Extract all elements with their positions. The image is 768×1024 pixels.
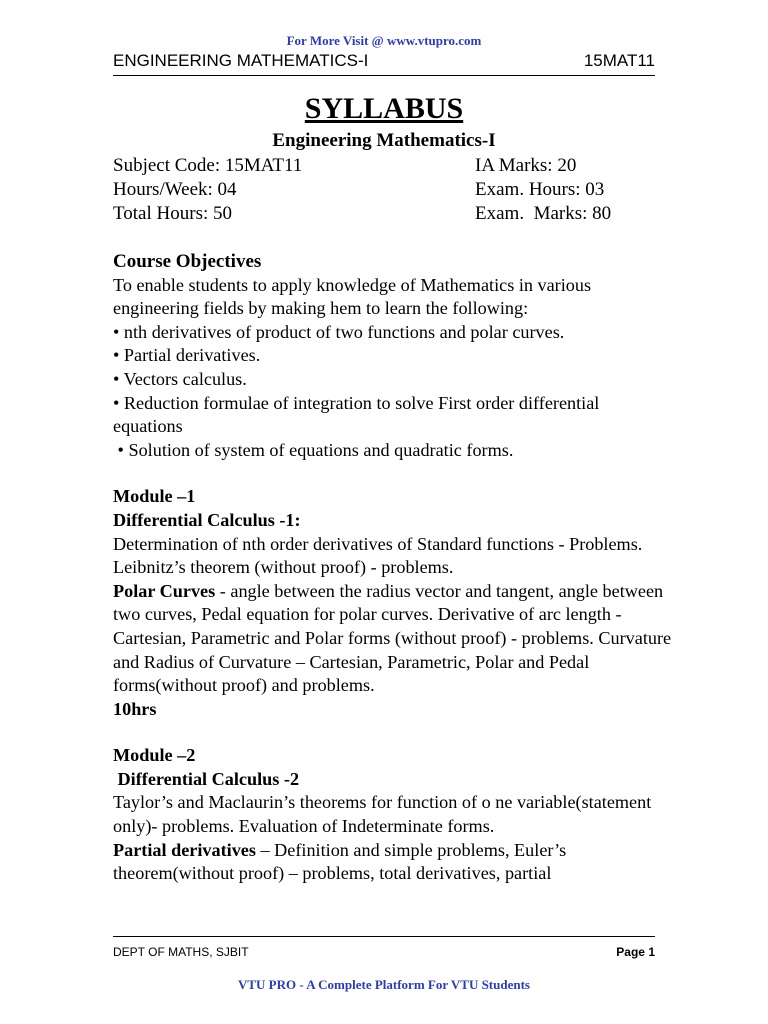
course-info [113, 154, 673, 226]
module-1-subheading: Differential Calculus -1: [113, 509, 301, 530]
page-subtitle: Engineering Mathematics-I [272, 130, 496, 151]
objective-item: • nth derivatives of product of two functions and polar curves. [113, 321, 565, 342]
subject-code: Subject Code: 15MAT11 [113, 155, 303, 176]
running-header [113, 51, 655, 76]
polar-curves-label: Polar Curves [113, 580, 216, 601]
header-course-code: 15MAT11 [583, 51, 655, 70]
module-1-heading: Module –1 [113, 486, 196, 507]
footer-department: DEPT OF MATHS, SJBIT [113, 945, 249, 959]
ia-marks: IA Marks: 20 [475, 155, 577, 176]
top-banner-link[interactable]: For More Visit @ www.vtupro.com [286, 33, 482, 48]
exam-hours: Exam. Hours: 03 [475, 179, 605, 200]
objective-item: • Partial derivatives. [113, 345, 261, 366]
total-hours: Total Hours: 50 [113, 203, 232, 224]
objectives-intro: To enable students to apply knowledge of Mathematics in various engineering fields by making hem to learn the following: [113, 274, 592, 319]
module-1-polar-paragraph [113, 580, 673, 698]
module-1-paragraph: Determination of nth order derivatives of Standard functions - Problems. Leibnitz’s theorem (without proof) - problems. [113, 533, 643, 578]
objectives-heading: Course Objectives [113, 251, 262, 272]
objective-item: • Vectors calculus. [113, 368, 247, 389]
header-course-title: ENGINEERING MATHEMATICS-I [113, 51, 369, 70]
module-2-partial-paragraph [113, 839, 673, 886]
polar-curves-text: - angle between the radius vector and tangent, angle between two curves, Pedal equation for polar curves. Derivative of arc length - Cartesian, Parametric and Polar forms (without proof) - problems. Curvature and Radius of Curvature – Cartesian, Parametric, Polar and Pedal forms(without proof) and problems. [113, 580, 672, 696]
exam-marks: Exam. Marks: 80 [475, 203, 612, 224]
module-1-hours: 10hrs [113, 698, 157, 719]
hours-per-week: Hours/Week: 04 [113, 179, 237, 200]
page-number: Page 1 [616, 945, 655, 959]
partial-derivatives-label: Partial derivatives [113, 839, 256, 860]
module-2-heading: Module –2 [113, 745, 196, 766]
module-2-subheading: Differential Calculus -2 [113, 768, 300, 789]
bottom-banner: VTU PRO - A Complete Platform For VTU Students [237, 977, 530, 992]
page-footer [113, 936, 655, 961]
syllabus-body [113, 250, 673, 886]
page-title: SYLLABUS [304, 92, 464, 125]
module-2-paragraph: Taylor’s and Maclaurin’s theorems for function of o ne variable(statement only)- problems. Evaluation of Indeterminate forms. [113, 792, 652, 837]
objective-item: • Solution of system of equations and quadratic forms. [113, 439, 514, 460]
partial-derivatives-text: – Definition and simple problems, Euler’s theorem(without proof) – problems, total derivatives, partial [113, 839, 567, 884]
objective-item: • Reduction formulae of integration to solve First order differential equations [113, 392, 600, 437]
